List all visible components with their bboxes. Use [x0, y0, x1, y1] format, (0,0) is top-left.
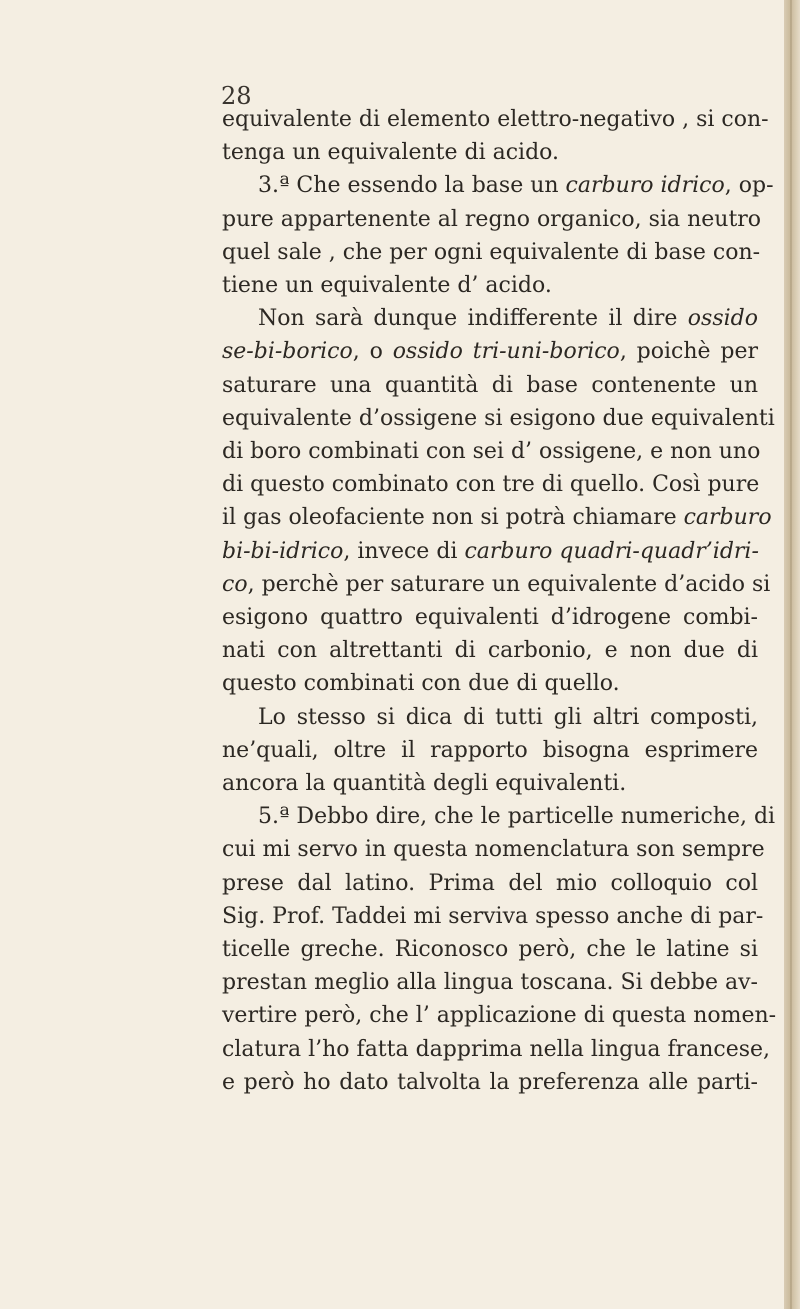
- text-line: [222, 435, 761, 468]
- text-span: ne’quali, oltre il rapporto bisogna esprimere: [222, 737, 758, 763]
- text-line: [222, 999, 777, 1032]
- italic-term: se-bi-borico: [222, 339, 353, 365]
- text-span: equivalente di elemento elettro-negativo , si con-: [222, 107, 769, 132]
- text-line: [222, 900, 764, 933]
- text-line: [222, 136, 758, 169]
- text-span: questo combinati con due di quello.: [222, 671, 620, 697]
- text-line: [222, 601, 758, 634]
- text-span: Sig. Prof. Taddei mi serviva spesso anche di par-: [222, 903, 764, 929]
- page-edge: [784, 0, 800, 1309]
- text-span: , o: [352, 339, 393, 365]
- text-line: [258, 800, 776, 833]
- text-line: [222, 468, 758, 501]
- italic-term: ossido tri-uni-borico: [392, 339, 620, 365]
- italic-term: bi-bi-idrico: [222, 538, 344, 564]
- text-line: [222, 535, 758, 568]
- text-line: [222, 1066, 758, 1099]
- text-span: , poichè per: [619, 339, 758, 365]
- text-line: [222, 501, 772, 534]
- text-span: prestan meglio alla lingua toscana. Si debbe av-: [222, 970, 758, 996]
- text-line: [222, 568, 771, 601]
- italic-term: carburo: [683, 505, 772, 531]
- text-span: e però ho dato talvolta la preferenza alle parti-: [222, 1069, 758, 1095]
- text-line: [222, 867, 758, 900]
- text-line: [258, 169, 774, 202]
- text-line: [222, 236, 761, 269]
- text-line: [222, 369, 758, 402]
- text-span: , invece di: [343, 538, 465, 564]
- text-line: [222, 933, 758, 966]
- text-span: prese dal latino. Prima del mio colloquio col: [222, 870, 758, 896]
- text-line: [222, 203, 762, 236]
- italic-term: co: [222, 571, 248, 597]
- text-span: vertire però, che l’ applicazione di questa nomen-: [222, 1003, 777, 1029]
- page-number: 28: [221, 82, 252, 110]
- text-line: [222, 335, 758, 368]
- text-span: tiene un equivalente d’ acido.: [222, 273, 552, 298]
- text-line: [222, 667, 758, 700]
- text-span: , perchè per saturare un equivalente d’acido si: [247, 571, 771, 597]
- text-span: di boro combinati con sei d’ ossigene, e non uno: [222, 439, 761, 464]
- text-line: [222, 833, 765, 866]
- text-span: , op-: [724, 173, 774, 199]
- text-line: [258, 302, 758, 335]
- italic-term: ossido: [687, 306, 758, 332]
- text-span: ancora la quantità degli equivalenti.: [222, 771, 627, 796]
- text-span: cui mi servo in questa nomenclatura son sempre: [222, 837, 765, 863]
- text-span: nati con altrettanti di carbonio, e non due di: [222, 638, 758, 664]
- text-line: [222, 767, 758, 800]
- italic-term: carburo idrico: [565, 173, 725, 199]
- text-span: clatura l’ho fatta dapprima nella lingua francese,: [222, 1036, 771, 1062]
- text-span: Lo stesso si dica di tutti gli altri composti,: [258, 704, 758, 730]
- italic-term: carburo quadri-quadr’idri-: [464, 538, 759, 564]
- text-span: quel sale , che per ogni equivalente di base con-: [222, 239, 761, 265]
- text-span: 5.ª Debbo dire, che le particelle numeriche, di: [258, 804, 776, 830]
- text-line: [222, 966, 758, 999]
- text-span: Non sarà dunque indifferente il dire: [258, 306, 688, 332]
- text-span: esigono quattro equivalenti d’idrogene combi-: [222, 605, 758, 630]
- text-span: pure appartenente al regno organico, sia neutro: [222, 206, 762, 232]
- text-line: [222, 269, 758, 302]
- text-line: [222, 634, 758, 667]
- text-line: [258, 701, 758, 734]
- text-span: equivalente d’ossigene si esigono due equivalenti: [222, 405, 775, 431]
- text-span: ticelle greche. Riconosco però, che le latine si: [222, 937, 758, 962]
- text-line: [222, 402, 775, 435]
- text-span: 3.ª Che essendo la base un: [258, 173, 566, 199]
- text-line: [222, 103, 769, 136]
- text-span: tenga un equivalente di acido.: [222, 140, 560, 166]
- text-span: saturare una quantità di base contenente un: [222, 372, 758, 398]
- text-line: [222, 1033, 771, 1066]
- text-span: il gas oleofaciente non si potrà chiamare: [222, 505, 684, 531]
- text-line: [222, 734, 758, 767]
- text-span: di questo combinato con tre di quello. Così pure: [222, 472, 760, 498]
